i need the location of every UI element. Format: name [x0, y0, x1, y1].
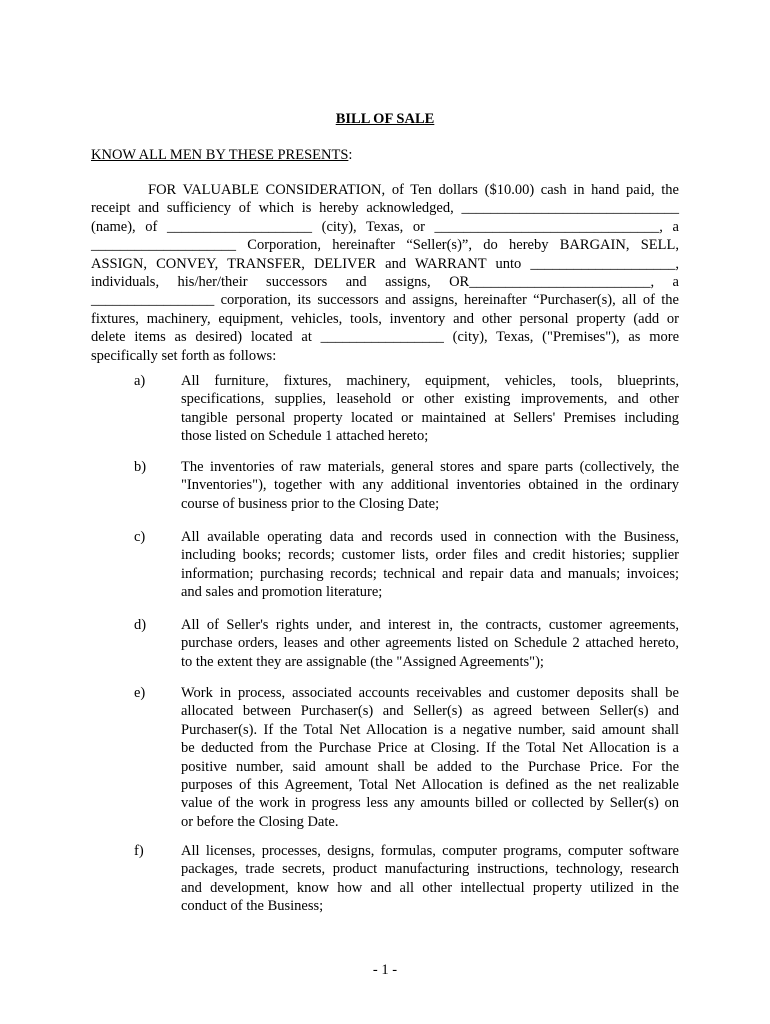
intro-paragraph: [91, 181, 679, 365]
intro-line: ____________________ Corporation, hereinafter “Seller(s)”, do hereby BARGAIN, SELL,: [91, 237, 679, 254]
list-item-line: packages, trade secrets, product manufacturing instructions, technology, research: [181, 861, 679, 878]
list-item-text: [181, 372, 679, 446]
list-item-line: Work in process, associated accounts receivables and customer deposits shall be: [181, 685, 679, 701]
list-item-line: tangible personal property located or maintained at Sellers' Premises including: [181, 409, 679, 426]
list-item-text: [181, 528, 679, 602]
intro-line: (name), of ____________________ (city), Texas, or _______________________________, a: [91, 218, 679, 235]
list-item-line: and development, know how and all other intellectual property utilized in the: [181, 879, 679, 896]
list-item-text: [181, 616, 679, 671]
list-item-line: including books; records; customer lists, order files and credit histories; supplier: [181, 547, 679, 564]
list-item-e: [91, 684, 679, 831]
list-item-line: to the extent they are assignable (the "Assigned Agreements");: [181, 653, 544, 670]
list-item-c: [91, 528, 679, 602]
list-item-line: value of the work in progress less any amounts billed or collected by Seller(s) on: [181, 795, 679, 812]
list-item-letter: f): [134, 843, 144, 859]
intro-line: individuals, his/her/their successors and assigns, OR_________________________, a: [91, 273, 679, 290]
list-item-line: All of Seller's rights under, and interest in, the contracts, customer agreements,: [181, 617, 679, 633]
list-item-line: The inventories of raw materials, general stores and spare parts (collectively, the: [181, 459, 679, 475]
list-item-letter: d): [134, 617, 147, 633]
list-item-line: and sales and promotion literature;: [181, 584, 383, 601]
preamble-heading: [91, 147, 352, 164]
list-item-b: [91, 458, 679, 513]
list-item-text: [181, 842, 679, 916]
page-number: - 1 -: [372, 962, 398, 978]
list-item-line: All available operating data and records used in connection with the Business,: [181, 529, 679, 545]
intro-line: FOR VALUABLE CONSIDERATION, of Ten dollars ($10.00) cash in hand paid, the: [148, 182, 679, 198]
list-item-a: [91, 372, 679, 446]
list-item-letter: b): [134, 459, 147, 475]
list-item-line: All furniture, fixtures, machinery, equipment, vehicles, tools, blueprints,: [181, 373, 679, 389]
list-item-text: [181, 458, 679, 513]
list-item-f: [91, 842, 679, 916]
intro-line: fixtures, machinery, equipment, vehicles, tools, inventory and other personal property (add or: [91, 310, 679, 327]
list-item-line: All licenses, processes, designs, formulas, computer programs, computer software: [181, 843, 679, 859]
list-item-d: [91, 616, 679, 671]
preamble-heading-colon: :: [348, 147, 353, 163]
intro-line: specifically set forth as follows:: [91, 347, 277, 364]
intro-line: _________________ corporation, its successors and assigns, hereinafter “Purchaser(s), all of the: [91, 292, 679, 309]
preamble-heading-text: KNOW ALL MEN BY THESE PRESENTS: [91, 147, 349, 163]
list-item-line: positive number, said amount shall be added to the Purchase Price. For the: [181, 758, 679, 775]
list-item-line: Purchaser(s). If the Total Net Allocation is a negative number, said amount shall: [181, 721, 679, 738]
list-item-line: purposes of this Agreement, Total Net Allocation is defined as the net realizable: [181, 776, 679, 793]
document-title: BILL OF SALE: [335, 111, 435, 127]
list-item-line: specifications, supplies, leasehold or other existing improvements, and other: [181, 391, 679, 408]
list-item-line: or before the Closing Date.: [181, 813, 339, 830]
intro-line: delete items as desired) located at _________________ (city), Texas, ("Premises"), as more: [91, 329, 679, 346]
list-item-line: be deducted from the Purchase Price at Closing. If the Total Net Allocation is a: [181, 740, 679, 757]
list-item-line: those listed on Schedule 1 attached hereto;: [181, 428, 429, 445]
list-item-line: information; purchasing records; technical and repair data and manuals; invoices;: [181, 565, 679, 582]
list-item-line: "Inventories"), together with any additional inventories obtained in the ordinary: [181, 477, 679, 494]
list-item-text: [181, 684, 679, 831]
list-item-line: allocated between Purchaser(s) and Seller(s) as agreed between Seller(s) and: [181, 703, 679, 720]
list-item-letter: e): [134, 685, 146, 701]
list-item-line: conduct of the Business;: [181, 898, 324, 915]
list-item-line: course of business prior to the Closing Date;: [181, 495, 440, 512]
list-item-letter: c): [134, 529, 146, 545]
intro-line: ASSIGN, CONVEY, TRANSFER, DELIVER and WARRANT unto ____________________,: [91, 255, 679, 272]
intro-line: receipt and sufficiency of which is hereby acknowledged, ______________________________: [91, 200, 679, 217]
list-item-letter: a): [134, 373, 146, 389]
list-item-line: purchase orders, leases and other agreements listed on Schedule 2 attached hereto,: [181, 635, 679, 652]
